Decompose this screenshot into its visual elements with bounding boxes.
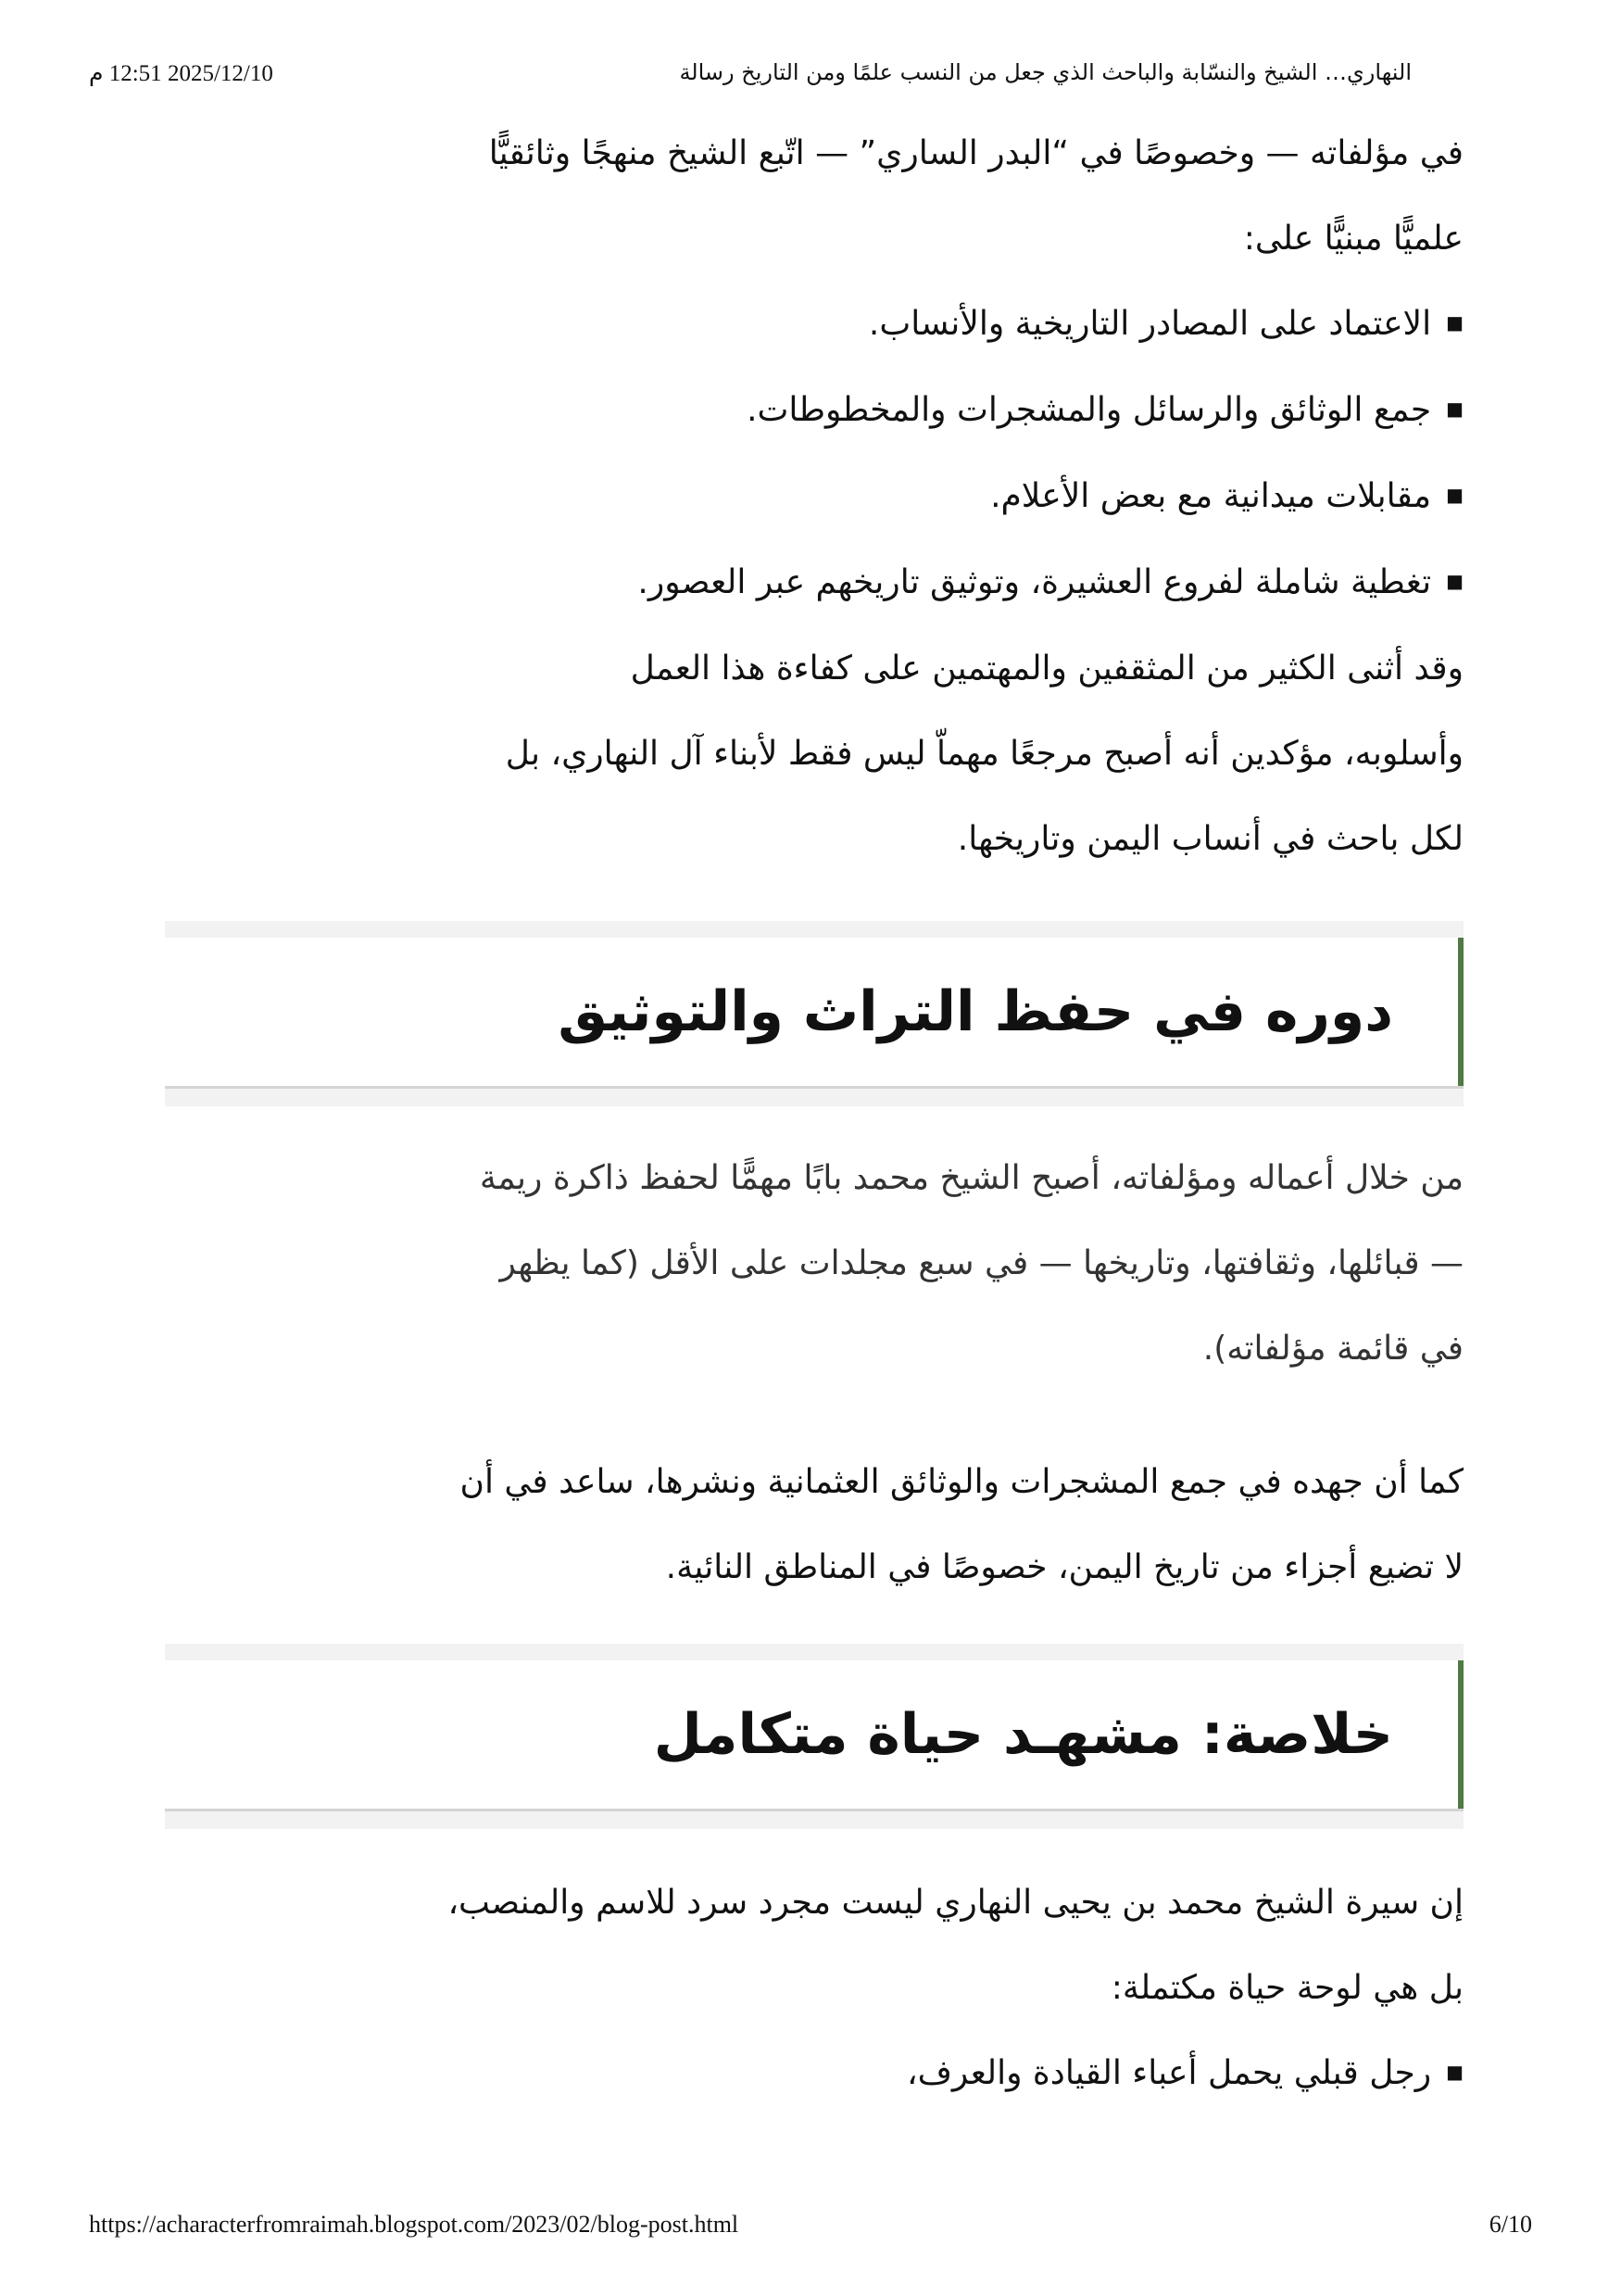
- section2-body: [165, 1861, 1464, 2117]
- page-header-title: النهاري… الشيخ والنسّابة والباحث الذي جعل من النسب علمًا ومن التاريخ رسالة: [679, 59, 1412, 85]
- section-heading-card: [165, 1660, 1464, 1809]
- paragraph-line: من خلال أعماله ومؤلفاته، أصبح الشيخ محمد بابًا مهمًّا لحفظ ذاكرة ريمة: [479, 1159, 1464, 1197]
- bullet-square-icon: ■: [1446, 311, 1464, 334]
- print-datetime: 2025/12/10 12:51 م: [89, 61, 273, 86]
- list-item-text: مقابلات ميدانية مع بعض الأعلام.: [990, 477, 1432, 515]
- intro-line: علميًّا مبنيًّا على:: [1243, 220, 1464, 258]
- list-item-text: تغطية شاملة لفروع العشيرة، وتوثيق تاريخهم عبر العصور.: [637, 563, 1432, 601]
- section-heading-box: [165, 1644, 1464, 1829]
- closing-line: وقد أثنى الكثير من المثقفين والمهتمين على كفاءة هذا العمل: [630, 650, 1464, 688]
- method-list: [165, 282, 1464, 626]
- bullet-square-icon: ■: [1446, 397, 1464, 420]
- list-item-text: جمع الوثائق والرسائل والمشجرات والمخطوطات.: [747, 391, 1432, 429]
- section-heading-card: [165, 938, 1464, 1086]
- list-item-text: رجل قبلي يحمل أعباء القيادة والعرف،: [906, 2054, 1432, 2092]
- section1-para1: [165, 1136, 1464, 1392]
- source-url: https://acharacterfromraimah.blogspot.com/2023/02/blog-post.html: [89, 2211, 739, 2238]
- paragraph-line: كما أن جهده في جمع المشجرات والوثائق العثمانية ونشرها، ساعد في أن: [459, 1463, 1464, 1501]
- section-title: دوره في حفظ التراث والتوثيق: [558, 979, 1393, 1044]
- bullet-square-icon: ■: [1446, 484, 1464, 506]
- paragraph-line: — قبائلها، وثقافتها، وتاريخها — في سبع مجلدات على الأقل (كما يظهر: [499, 1244, 1464, 1282]
- paragraph-line: بل هي لوحة حياة مكتملة:: [1111, 1969, 1464, 2007]
- list-item: [165, 282, 1464, 368]
- bullet-square-icon: ■: [1446, 2061, 1464, 2083]
- list-item: [165, 454, 1464, 540]
- list-item: [165, 2031, 1464, 2117]
- section-heading-box: [165, 921, 1464, 1106]
- list-item: [165, 540, 1464, 626]
- section1-para2: [165, 1440, 1464, 1610]
- closing-line: لكل باحث في أنساب اليمن وتاريخها.: [957, 820, 1464, 858]
- paragraph-line: إن سيرة الشيخ محمد بن يحيى النهاري ليست مجرد سرد للاسم والمنصب،: [447, 1884, 1464, 1922]
- page-number: 6/10: [1489, 2211, 1532, 2238]
- summary-list: [165, 2031, 1464, 2117]
- paragraph-line: لا تضيع أجزاء من تاريخ اليمن، خصوصًا في المناطق النائية.: [665, 1548, 1464, 1586]
- list-item-text: الاعتماد على المصادر التاريخية والأنساب.: [868, 305, 1432, 343]
- bullet-square-icon: ■: [1446, 570, 1464, 592]
- list-item: [165, 368, 1464, 454]
- closing-line: وأسلوبه، مؤكدين أنه أصبح مرجعًا مهماّ ليس فقط لأبناء آل النهاري، بل: [505, 735, 1464, 773]
- section-title: خلاصة: مشهـد حياة متكامل: [653, 1702, 1393, 1767]
- intro-block: [165, 111, 1464, 882]
- paragraph-line: في قائمة مؤلفاته).: [1202, 1330, 1464, 1368]
- intro-line: في مؤلفاته — وخصوصًا في “البدر الساري” — اتّبع الشيخ منهجًا وثائقيًّا: [488, 134, 1464, 172]
